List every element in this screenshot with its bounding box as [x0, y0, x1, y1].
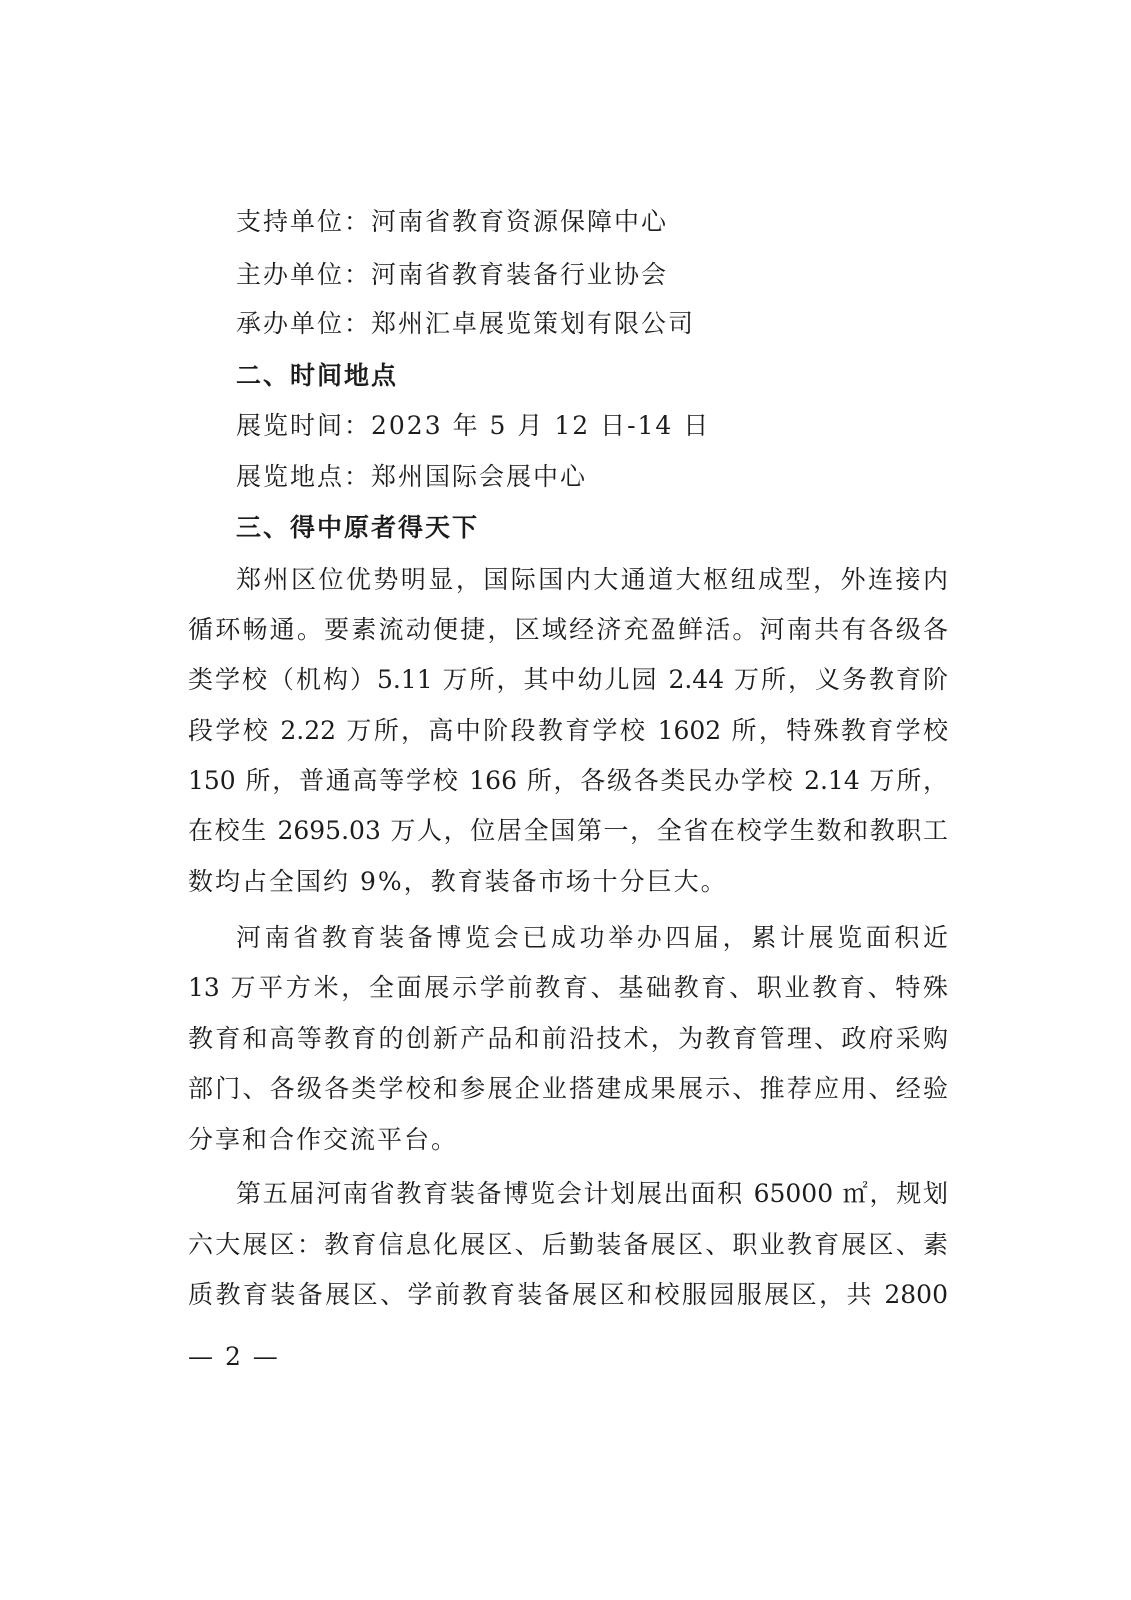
paragraph-line: 段学校 2.22 万所，高中阶段教育学校 1602 所，特殊教育学校: [188, 716, 948, 745]
paragraph-line: 类学校（机构）5.11 万所，其中幼儿园 2.44 万所，义务教育阶: [188, 665, 948, 694]
paragraph-line: 150 所，普通高等学校 166 所，各级各类民办学校 2.14 万所，: [188, 766, 948, 795]
exhibition-place-line: 展览地点：郑州国际会展中心: [236, 462, 588, 491]
section-heading-time-place: 二、时间地点: [236, 361, 399, 390]
paragraph-line: 在校生 2695.03 万人，位居全国第一，全省在校学生数和教职工: [188, 816, 948, 845]
paragraph-line: 13 万平方米，全面展示学前教育、基础教育、职业教育、特殊: [188, 973, 948, 1002]
page-number: — 2 —: [188, 1342, 280, 1371]
undertaker-unit-line: 承办单位：郑州汇卓展览策划有限公司: [236, 309, 696, 338]
paragraph-line: 第五届河南省教育装备博览会计划展出面积 65000 ㎡，规划: [236, 1179, 948, 1208]
paragraph-line: 数均占全国约 9%，教育装备市场十分巨大。: [188, 867, 728, 896]
exhibition-time-line: 展览时间：2023 年 5 月 12 日-14 日: [236, 411, 711, 440]
support-unit-line: 支持单位：河南省教育资源保障中心: [236, 207, 669, 236]
paragraph-line: 六大展区：教育信息化展区、后勤装备展区、职业教育展区、素: [188, 1230, 948, 1259]
paragraph-line: 质教育装备展区、学前教育装备展区和校服园服展区，共 2800: [188, 1280, 948, 1309]
host-unit-line: 主办单位：河南省教育装备行业协会: [236, 260, 669, 289]
paragraph-line: 循环畅通。要素流动便捷，区域经济充盈鲜活。河南共有各级各: [188, 615, 948, 644]
paragraph-line: 郑州区位优势明显，国际国内大通道大枢纽成型，外连接内: [236, 565, 948, 594]
paragraph-line: 教育和高等教育的创新产品和前沿技术，为教育管理、政府采购: [188, 1024, 948, 1053]
paragraph-line: 分享和合作交流平台。: [188, 1125, 459, 1154]
paragraph-line: 部门、各级各类学校和参展企业搭建成果展示、推荐应用、经验: [188, 1074, 948, 1103]
section-heading-central-plains: 三、得中原者得天下: [236, 513, 480, 542]
paragraph-line: 河南省教育装备博览会已成功举办四届，累计展览面积近: [236, 923, 948, 952]
